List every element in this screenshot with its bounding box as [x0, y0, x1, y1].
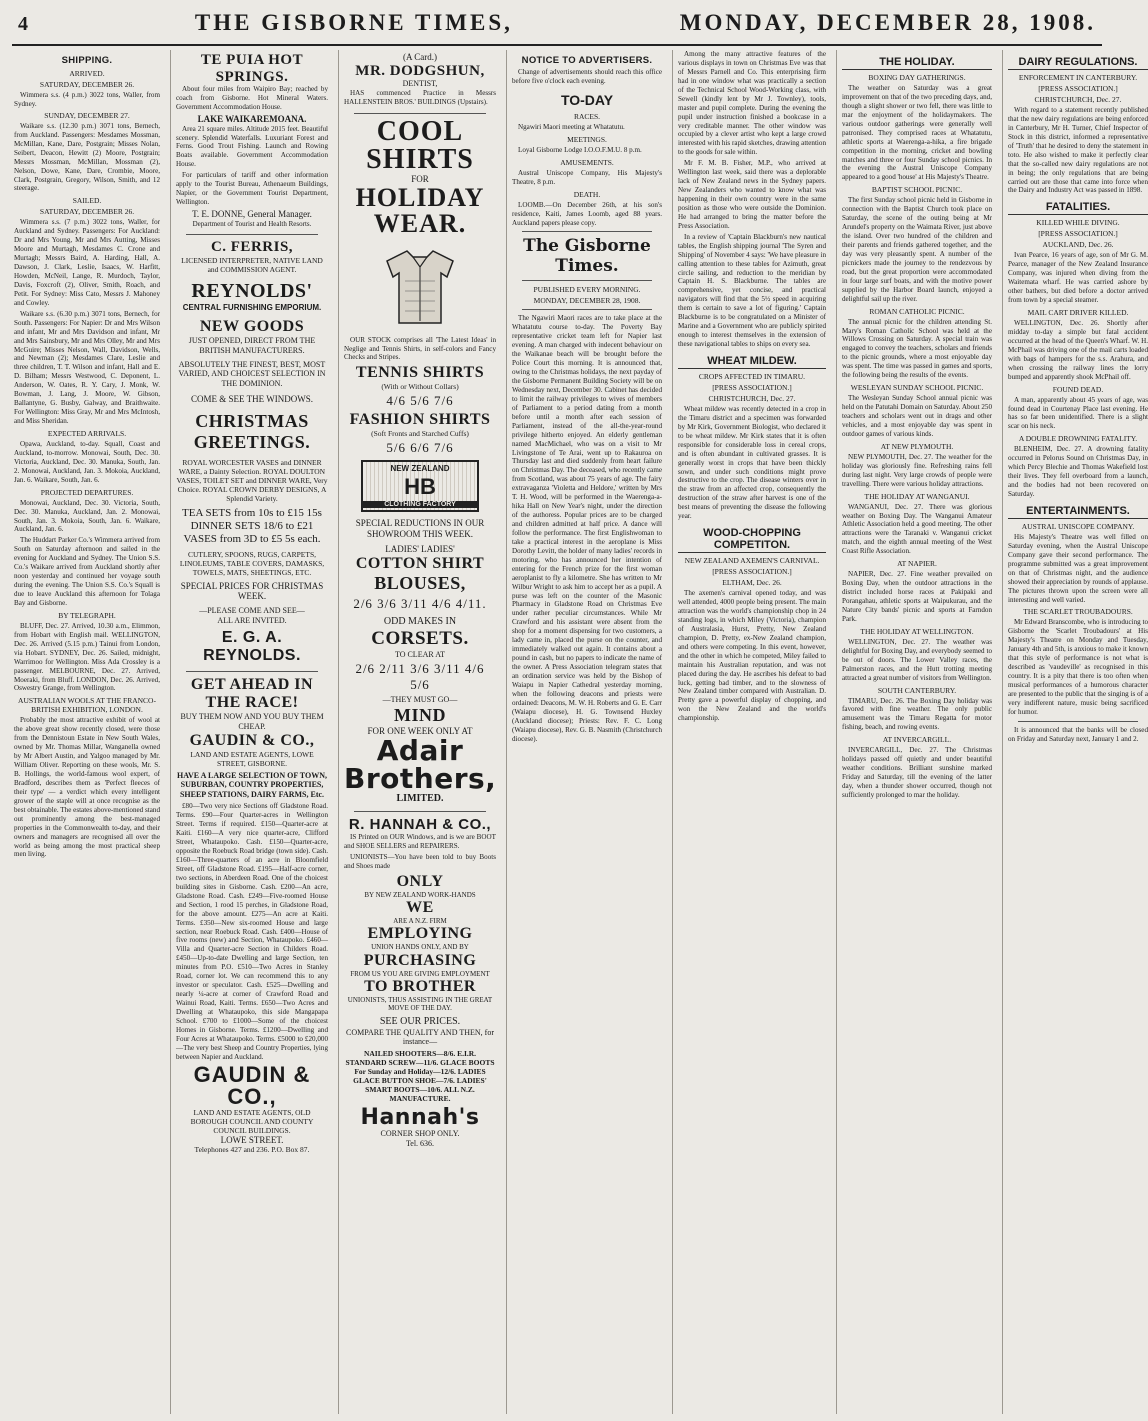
scarlet-text: Mr Edward Branscombe, who is introducing to Gisborne the 'Scarlet Troubadours' at His Majesty's Theatre on Monday and Tuesday, January 4th and 5th, is anxious to make it known that this style of performance is not what is described as 'vaudeville' as recognised in this country. It is a pity that there is too often when musical performances of a humorous character are presented to the public that the singing is of a very indifferent nature, music being sacrificed for humor. [1008, 618, 1148, 716]
wood-text: The axemen's carnival opened today, and was well attended, 4000 people being present. The main attraction was the world's championship chop in 24 standing logs, in which Miley (Victoria), champion of Australasia, Hurst, Pretty, New Zealand champion, D. Pretty, ex-New Zealand champion, and others were competing. In this event, however, and the other in which he competed, Miley failed to maintain his Australian reputation, and was not placed during the day. He ascribes his defeat to bad luck, getting bad timber, and to the slowness of New Zealand timber compared with Australian. D. Pretty gave a powerful display of chopping, and won the New Zealand and the world's championship. [678, 589, 826, 723]
ferris-ad [176, 239, 328, 274]
hb-logo-bottom: CLOTHING FACTORY [363, 501, 477, 508]
mind-title: MIND [394, 704, 446, 725]
wanganui-text: WANGANUI, Dec. 27. There was glorious weather on Boxing Day. The Wanganui Amateur Athletic Association held a good meeting. The other attractions were the Taranaki v. Wanganui cricket match, and the eighth annual meeting of the West Coast Rifle Association. [842, 502, 992, 556]
wesleyan-text: The Wesleyan Sunday School annual picnic was held on the Patutahi Domain on Saturday. About 250 teachers and scholars went out in drags and other vehicles, and a most enjoyable day was spent in outdoor games of various kinds. [842, 394, 992, 438]
special-reductions: SPECIAL REDUCTIONS IN OUR SHOWROOM THIS WEEK. [355, 518, 485, 540]
editorial-date: MONDAY, DECEMBER 28, 1908. [533, 296, 641, 306]
wheat-heading: WHEAT MILDEW. [678, 355, 826, 369]
wheat-press: [PRESS ASSOCIATION.] [712, 382, 792, 392]
wesleyan-heading: WESLEYAN SUNDAY SCHOOL PICNIC. [850, 383, 984, 393]
sailed-date: SATURDAY, DECEMBER 26. [39, 207, 135, 217]
boot-list: NAILED SHOOTERS—8/6. E.I.R. STANDARD SCREW—11/6. GLACE BOOTS For Sunday and Holiday—12/6. LADIES GLACE BUTTON SHOE—7/6. LADIES' SMART BOOTS—10/6. ALL N.Z. MANUFACTURE. [345, 1049, 495, 1104]
expected-text: Opawa, Auckland, to-day. Squall, Coast and Auckland, to-morrow. Monowai, South, Dec. 30. Victoria, Auckland, Dec. 30. Manuka, South, Jan. 2. Monowai, Auckland, Jan. 3. Mokoia, Auckland, Jan. 6. Waikare, South, Jan. 6. [14, 439, 160, 484]
one-week-only: FOR ONE WEEK ONLY AT [367, 725, 473, 736]
wood-press: [PRESS ASSOCIATION.] [712, 567, 792, 577]
divider [354, 113, 486, 114]
hannah-title: R. HANNAH & CO., [348, 815, 492, 833]
notice-heading: NOTICE TO ADVERTISERS. [521, 55, 653, 66]
employment-text: FROM US YOU ARE GIVING EMPLOYMENT [350, 969, 490, 978]
divider [186, 671, 318, 672]
races-text: Ngawiri Maori meeting at Whatatutu. [518, 122, 625, 131]
wools-heading: AUSTRALIAN WOOLS AT THE FRANCO-BRITISH EXHIBITION, LONDON. [18, 696, 156, 715]
for-label: FOR [411, 173, 429, 184]
drowning-text: BLENHEIM, Dec. 27. A drowning fatality occurred in Pelorus Sound on Christmas Day, in which Percy Blechie and Thomas Wakefield lost their lives. They fell overboard from a launch, and the bodies had not been recovered on Saturday. [1008, 445, 1148, 498]
greetings-title: GREETINGS. [193, 432, 311, 453]
column-advertisements-1 [170, 50, 328, 1414]
mail-cart-heading: MAIL CART DRIVER KILLED. [1027, 308, 1129, 317]
divider [522, 280, 652, 281]
catholic-text: The annual picnic for the children attending St. Mary's Roman Catholic School was held at the Willows Crossing on Saturday. A special train was engaged to convey the teachers, scholars and friends to the picnic grounds, where a most enjoyable day was spent. The time was passed in games and sports, the following being the results of the events. [842, 317, 992, 380]
hb-clothing-logo [361, 460, 479, 512]
only-title: ONLY [396, 872, 444, 890]
must-go: —THEY MUST GO— [382, 695, 458, 705]
dairy-subheading: ENFORCEMENT IN CANTERBURY. [1018, 73, 1138, 82]
cutlery-text: CUTLERY, SPOONS, RUGS, CARPETS, LINOLEUMS, TABLE COVERS, DAMASKS, TOWELS, MATS, SHEETINGS, ETC. [179, 549, 325, 577]
divider [1018, 721, 1138, 722]
sailed-text: Wimmera s.s. (7 p.m.) 3022 tons, Waller, for Auckland and Sydney. Passengers: For Auckland: Dr and Mrs Young, Mr and Mrs Autting, Misses Moore and Murtagh, Mesdames C. Crone and Murtagh; Messrs Baird, A. Harding, Hall, A. Dawson, J. Clark, Leslie, Isaacs, W. Harfitt, Howden, McNeil, Lange, R. Murdoch, Taylor, Davis, Foxcroft (2), Oliver, Smith, Roach, and Petit. For Sydney: Miss Cato, Messrs J. Mahoney and Cowley. [14, 218, 160, 307]
hannah-ad [344, 816, 496, 1148]
dairy-heading: DAIRY REGULATIONS. [1008, 56, 1148, 70]
lowe-street: LOWE STREET. [220, 1134, 284, 1145]
cotton-title: COTTON SHIRT [355, 554, 485, 572]
dairy-place: CHRISTCHURCH, Dec. 27. [1034, 95, 1122, 104]
invercargill-text: INVERCARGILL, Dec. 27. The Christmas holidays passed off quietly and under beautiful weather conditions. Brilliant sunshine marked Friday and Saturday, till the evening of the latter day, when a thunder shower occurred, though not sufficiently prolonged to mar the holiday. [842, 746, 992, 799]
odd-makes: ODD MAKES IN [383, 615, 457, 627]
waikaremoana-text: Area 21 square miles. Altitude 2015 feet. Beautiful scenery. Splendid Waterfalls. Luxuriant Forest and Ferns. Good Trout Fishing. Launch and Rowing Boats available. Government Accommodation House. [176, 124, 328, 169]
fatalities-heading: FATALITIES. [1008, 201, 1148, 215]
captain-text: In a review of 'Captain Blackburn's new nautical tables, the English shipping journal 'The Syren and Shipping' of November 4 says: 'We have pleasure in calling attention to these tables for Azimuth, great circle sailing, and reduction to the meridian by Captain H. S. Blackburne. The tables are comprehensive, yet concise, and practical navigators will find that the 5½ speed in acquiring them is certain to save a lot of figuring.' Captain Blackburne is to be congratulated on a Minister of Marine and a Government who are publicly spirited enough to interest themselves in the extension of these navigational tables to ships on every sea. [678, 232, 826, 348]
stock-text: OUR STOCK comprises all 'The Latest Ideas' in Neglige and Tennis Shirts, in self-colors and Fancy Checks and Stripes. [344, 335, 496, 362]
hannahs-title: Hannah's [360, 1105, 480, 1131]
today-heading: TO-DAY [560, 91, 614, 108]
purchasing-title: PURCHASING [363, 951, 477, 969]
column-holiday [836, 50, 992, 1414]
projected-heading: PROJECTED DEPARTURES. [40, 487, 134, 497]
union-hands: UNION HANDS ONLY, AND BY [371, 943, 469, 952]
napier-heading: AT NAPIER. [897, 559, 937, 569]
unionists-text: UNIONISTS—You have been told to buy Boots and Shoes made [344, 852, 496, 870]
dodgshun-subtitle: DENTIST, [402, 79, 438, 89]
waikaremoana-title: LAKE WAIKAREMOANA. [197, 113, 307, 124]
gaudin-title-bottom: GAUDIN & CO., [193, 1061, 311, 1109]
baptist-heading: BAPTIST SCHOOL PICNIC. [871, 185, 963, 195]
telegraph-text: BLUFF, Dec. 27. Arrived, 10.30 a.m., Elimmon, from Hobart with English mail. WELLINGTON, Dec. 26. Arrived (5.15 p.m.) Tainui from London, via Hobart. SYDNEY, Dec. 26. Sailed, midnight, Warrimoo for Wellington. Miss Ada Crossley is a passenger. MELBOURNE, Dec. 27. Arrived, Moeraki, from Bluff. LONDON, Dec. 26. Arrived, Oswestry Grange, from Wellington. [14, 621, 160, 693]
adair-ad [344, 518, 496, 804]
card-label: (A Card.) [403, 52, 437, 62]
expected-heading: EXPECTED ARRIVALS. [47, 428, 127, 438]
listing-text: £80—Two very nice Sections off Gladstone Road. Terms. £90—Four Quarter-acres in Wellington Street. Terms if required. £150—Quarter-acre at Kaiti. £160—A very nice quarter-acre, Clifford Street, Whataupoko. Cash. £150—Quarter-acre, opposite the Roebuck Road bridge (town side). Cash. £160—Three-quarters of an acre in Bloomfield Street, off Gladstone Road. £195—Half-acre corner, two sections, in Aberdeen Road. One of the choicest building sites in Gisborne. Cash. £200—An acre, Gladstone Road. Cash. £249—Five-roomed House and Section, 1 rood 15 perches, in Gladstone Road, for the above amount. £275—An acre at Kaiti. Terms. £350—New six-roomed House and large section, near Roebuck Road. Cash. £400—House of five rooms (new) and Section, Whataupoko. £460—Villa and Quarter-acre Section in Childers Road. £450—Up-to-date Dwelling and large Section, ten minutes from P.O. £510—Two Acres in Stanley Road, corner lot. We can recommend this to any investor or speculator. Cash. £525—Dwelling and nearly ¼-acre at corner of Crawford Road and Wainui Road, Kaiti. Terms. £650—Two Acres and Dwelling at Whataupoko, this side Mangapapa School. £700 to £1000—Some of the choicest Homes in Gisborne. Terms. £1200—Dwelling and Four Acres at Whataupoko. Terms. £5000 to £20,000—The very best Sheep and Country Properties, lying between Napier and Auckland. [176, 802, 328, 1061]
dairy-text: With regard to a statement recently published that the new dairy regulations are being enforced in Canterbury, Mr H. Turner, Chief Inspector of Stock in this district, informed a representative of 'Truth' that he desired to deny the statement in toto. He also wished to make it perfectly clear that the so-called new dairy regulations are not in being; the only regulations that are being carried out are those that came into force when the Dairy and Industry Act was passed in 1898. [1008, 106, 1148, 195]
uniscope-heading: AUSTRAL UNISCOPE COMPANY. [1021, 521, 1135, 531]
published-label: PUBLISHED EVERY MORNING. [533, 285, 641, 295]
death-text: LOOMB.—On December 26th, at his son's residence, Kaiti, James Loomb, aged 88 years. Auckland papers please copy. [512, 200, 662, 227]
new-goods-text: JUST OPENED, DIRECT FROM THE BRITISH MANUFACTURERS. [188, 336, 316, 355]
reynolds-name: E. G. A. REYNOLDS. [203, 629, 301, 665]
new-plymouth-text: NEW PLYMOUTH, Dec. 27. The weather for the holiday was gloriously fine. Refreshing rains fell during last night. Very large crowds of people were travelling. There were various holiday attractions. [842, 452, 992, 488]
invercargill-heading: AT INVERCARGILL. [882, 735, 952, 745]
fatalities-place: AUCKLAND, Dec. 26. [1042, 240, 1114, 250]
nz-firm: ARE A N.Z. FIRM [393, 916, 447, 925]
hannah-telephone: Tel. 636. [405, 1138, 435, 1148]
reynolds-title: REYNOLDS' [191, 279, 313, 302]
notice-text: Change of advertisements should reach this office before five o'clock each evening. [512, 68, 662, 85]
reynolds-subtitle: CENTRAL FURNISHING EMPORIUM. [182, 302, 322, 312]
blouses-title: BLOUSES, [374, 572, 466, 593]
issue-date: MONDAY, DECEMBER 28, 1908. [679, 10, 1096, 35]
unionists-assist: UNIONISTS, THUS ASSISTING IN THE GREAT MOVE OF THE DAY. [347, 996, 493, 1013]
hb-logo-top: NEW ZEALAND [390, 464, 450, 474]
cool-title: COOL [376, 115, 464, 147]
wheat-text: Wheat mildew was recently detected in a crop in the Timaru district and a specimen was forwarded by Mr Kirk, Government Biologist, who declared it to be wheat mildew. Mr Kirk states that it is often responsible for considerable loss in cereal crops, and is often abundant in cultivated grasses. It is generally worst in crops that have been thickly sown, and under such conditions might prove destructive to the crop. The disease winters over in the straw from an affected crop, consequently the destruction of the straw after harvest is one of the best means of preventing the disease the following year. [678, 404, 826, 521]
arrived-heading: ARRIVED. [69, 69, 105, 78]
waikare-sailed-text: Waikare s.s. (6.30 p.m.) 3071 tons, Bernech, for South. Passengers: For Napier: Dr and Mrs Wilson and infant, Mr and Mrs Davidson and infant, Mr and Mrs Sainsbury, Mr and Mrs Olley, Mr and Mrs McGuire; Misses Nelson, Wall, Davidson, Wells, and Newman (2); Mesdames Clare, Leslie and three children, T. T. Wilson and infant, Hall and E. D. Bilham; Messrs Westwood, C. Deponent, L. Anderson, W. Oates, R. Y. Cary, J. Monk, W. Bowman, J. Lang, J. Moore, W. Gibson, Ballantyne, G. Busby, Galway, and Braithwaite. For Wellington: Miss Gray, Mr and Mrs McIntosh, and Miss Sheridan. [14, 309, 160, 425]
gaudin-telephone: Telephones 427 and 236. P.O. Box 87. [194, 1145, 310, 1155]
wheat-subheading: CROPS AFFECTED IN TIMARU. [698, 371, 806, 381]
tourist-text: For particulars of tariff and other information apply to the Tourist Bureau, Athenaeum Buildings, Napier, or the Government Tourist Department, Wellington. [176, 171, 328, 207]
corner-shop: CORNER SHOP ONLY. [380, 1129, 460, 1139]
divider [354, 811, 486, 812]
baptist-text: The first Sunday school picnic held in Gisborne in connection with the Baptist Church took place on Saturday, the scene of the outing being at Mr Arundel's property on the Waimata River, just above the island. Over two hundred of the children and their parents and friends gathered together, and the day was very pleasantly spent. A number of the picnickers made the journey to the rendezvous by road, but the great proportion were accommodated in four large surf boats, and with the motive power supplied by the Harbor Board launch, enjoyed a delightful sail up the river. [842, 196, 992, 303]
shipping-news-text: The Huddart Parker Co.'s Wimmera arrived from South on Saturday afternoon and sailed in the evening for Auckland and Sydney. The Union S.S. Co.'s Waikare arrived from Auckland shortly after noon yesterday and continued her voyage south during the evening. The Union S.S. Co.'s Squall is due to leave Auckland this afternoon for Tolaga Bay and Gisborne. [14, 536, 160, 607]
all-invited: ALL ARE INVITED. [217, 615, 287, 625]
fatalities-text: Ivan Pearce, 16 years of age, son of Mr G. M. Pearce, manager of the New Zealand Insurance Company, was injured when diving from the Waitemata wharf. He was carried ashore by other bathers, but died before a doctor arrived from town by a special steamer. [1008, 251, 1148, 305]
telegraph-heading: BY TELEGRAPH. [58, 610, 116, 620]
ferris-title: C. FERRIS, [210, 239, 294, 256]
finest-text: ABSOLUTELY THE FINEST, BEST, MOST VARIED, AND CHOICEST SELECTION IN THE DOMINION. [178, 359, 326, 388]
holiday-title: HOLIDAY [355, 182, 485, 212]
te-puia-title-2: SPRINGS. [215, 68, 289, 85]
death-heading: DEATH. [573, 189, 601, 199]
gisborne-times-nameplate: The Gisborne Times. [523, 236, 651, 277]
vases-price: VASES from 3D to £5 5s each. [183, 533, 321, 546]
royal-text: ROYAL WORCESTER VASES and DINNER WARE, a Dainty Selection. ROYAL DOULTON VASES, TOILET SET and DINNER WARE, Very Choice. ROYAL CROWN DERBY DESIGNS, A Splendid Variety. [176, 458, 328, 504]
shirts-title: SHIRTS [366, 143, 474, 175]
wellington-heading: THE HOLIDAY AT WELLINGTON. [860, 626, 974, 636]
entertainments-heading: ENTERTAINMENTS. [1008, 505, 1148, 519]
see-prices: SEE OUR PRICES. [379, 1015, 461, 1027]
divider [522, 309, 652, 310]
nz-workhands: BY NEW ZEALAND WORK-HANDS [364, 890, 476, 899]
found-dead-heading: FOUND DEAD. [1052, 384, 1104, 394]
limited-label: LIMITED. [396, 792, 444, 804]
wellington-text: WELLINGTON, Dec. 27. The weather was delightful for Boxing Day, and everybody seemed to be out of doors. The Lower Valley races, the Palmerston races, and the Hutt trotting meeting attracted a great number of visitors from Wellington. [842, 637, 992, 682]
special-prices: SPECIAL PRICES FOR CHRISTMAS WEEK. [180, 580, 324, 602]
editorial-text: The Ngawiri Maori races are to take place at the Whatatutu course to-day. The Poverty Bay representative cricket team left for Napier last evening. A man charged with indecent behaviour on the Waikanae beach will be brought before the Police Court this morning. It is announced that, owing to the Christmas holidays, the next payday of the Gisborne Permanent Building Society will be on Wednesday next, December 30. Cabinet has decided to limit the railway privileges to wives of members of Parliament to a period dating from a month before until a month after each session of Parliament, instead of the all-the-year-round privilege hitherto enjoyed. An elderly gentleman named MacMichael, who was on a visit to Mr Livingstone of Te Arai, went up to Rakauroa on Thursday last and died suddenly from heart failure on Christmas Day. The deceased, who recently came from Scotland, was about 75 years of age. The fairy extravaganza 'Violetta and Heldore,' written by Mrs T. H. Wood, will be performed in the Waerenga-a-hika Hall on New Year's night, under the direction of the authoress. Popular prices are to be charged and children admitted at half price. A dance will follow the performance. The first Englishwoman to take a practical interest in the aeroplane is Miss Dorothy Levitt, the holder of many ladies' records in motoring, who has announced her intention of entering for the French prize for the first woman aeroplanist to fly a kilometre. She has written to Mr Wilbur Wright to ask him to accept her as a pupil. A purse was left on the counter of the Masonic Pharmacy in Gladstone Road on Christmas Eve under rather peculiar circumstances. While Mr Crawford and his assistant were absent from the shop for a moment dispensing for two customers, a lady came in, placed the purse on the counter, and immediately walked out again. It contains about a pound in cash, but no papers to indicate the name of the owner. A Press Association telegram states that an ordination service was held by the Bishop of Waiapu in Napier Cathedral yesterday morning, when the following deacons and priests were ordained: Deacons, M. W. H. Roberts and G. E. Carr (Waiapu diocese), H. G. Townsend Huxley (Auckland diocese); Priests: Rev. F. C. Long (Waiapu diocese), Rev. G. B. Nasmith (Christchurch diocese). [512, 314, 662, 743]
ladies-label: LADIES' LADIES' [385, 543, 455, 554]
races-heading: RACES. [573, 111, 601, 121]
adair-title: Adair [376, 733, 464, 767]
column-advertisements-2 [338, 50, 496, 1414]
clear-at: TO CLEAR AT [394, 649, 446, 659]
te-puia-ad [176, 52, 328, 228]
amusements-heading: AMUSEMENTS. [560, 157, 614, 167]
corsets-title: CORSETS. [371, 627, 469, 649]
tennis-subtitle: (With or Without Collars) [381, 382, 459, 392]
shipping-heading: SHIPPING. [61, 55, 113, 66]
new-goods-title: NEW GOODS [199, 318, 305, 336]
column-shipping [14, 50, 160, 1414]
meetings-text: Loyal Gisborne Lodge I.O.O.F.M.U. 8 p.m. [518, 145, 642, 154]
uniscope-text: His Majesty's Theatre was well filled on Saturday evening, when the Austral Uniscope Company gave their second performance. The programme submitted was a great improvement on that of Christmas night, and the audience showed their appreciation by rounds of applause. The pictures thrown upon the screen were all interesting and well varied. [1008, 532, 1148, 604]
drowning-heading: A DOUBLE DROWNING FATALITY. [1018, 434, 1138, 444]
fatalities-press: [PRESS ASSOCIATION.] [1038, 229, 1118, 239]
compare-quality: COMPARE THE QUALITY AND THEN, for instance— [346, 1027, 494, 1047]
gaudin-text-bottom: LAND AND ESTATE AGENTS, OLD BOROUGH COUNCIL AND COUNTY COUNCIL BUILDINGS. [190, 1107, 314, 1135]
wheat-place: CHRISTCHURCH, Dec. 27. [708, 393, 796, 403]
sailed-heading: SAILED. [72, 196, 102, 206]
new-plymouth-heading: AT NEW PLYMOUTH. [880, 441, 954, 451]
arrived-date: SATURDAY, DECEMBER 26. [39, 80, 135, 89]
catholic-heading: ROMAN CATHOLIC PICNIC. [869, 306, 965, 316]
fisher-text: Mr F. M. B. Fisher, M.P., who arrived at Wellington last week, said there was a deplorable lack of New Zealand news in the Sydney papers. New Zealanders who wanted to know what was happening in their own country were in the same position as those who were outside the Dominion. He had arranged to bring the matter before the Press Association. [678, 159, 826, 230]
holiday-text: The weather on Saturday was a great improvement on that of the two preceding days, and, though a slight shower or two fell, there was little to mar the enjoyment of the holidaymakers. The various outdoor gatherings were generally well patronised. They comprised races at Whatatutu, athletic sports at Waerenga-a-hika, a fire brigade competition in the morning, cricket and bowling matches and three or four Sunday school picnics. In the evening the Austral Uniscope Company appeared to a good 'house' at His Majesty's Theatre. [842, 84, 992, 182]
we-title: WE [406, 898, 434, 916]
dinner-sets-price: DINNER SETS 18/6 to £21 [190, 520, 314, 533]
dairy-press: [PRESS ASSOCIATION.] [1038, 84, 1118, 93]
wood-heading: WOOD-CHOPPING COMPETITON. [678, 527, 826, 553]
employing-title: EMPLOYING [367, 925, 473, 943]
dodgshun-ad [344, 52, 496, 107]
page-number: 4 [18, 13, 28, 35]
fashion-subtitle: (Soft Fronts and Starched Cuffs) [371, 429, 469, 439]
department-name: Department of Tourist and Health Resorts. [192, 219, 312, 228]
gaudin-text: LAND AND ESTATE AGENTS, LOWE STREET, GISBORNE. [190, 749, 314, 768]
reynolds-ad [176, 280, 328, 666]
windows-text: COME & SEE THE WINDOWS. [191, 394, 313, 405]
te-puia-title: TE PUIA HOT [200, 52, 304, 68]
columns [12, 46, 1148, 1414]
donne-name: T. E. DONNE, General Manager. [192, 209, 312, 220]
sunday-text: Waikare s.s. (12.30 p.m.) 3071 tons, Bernech, from Auckland. Passengers: Mesdames Mossman, McMillan, Kane, Dare, Postgrain; Misses Nolan, Seibert, Deacon, Hewitt (2) Moore, Postgrain; Messrs Mossman, McMillan, Mossman (2), Nelson, Dowe, Kane, Dare, Crombie, Moore, Clark, Postgrain, Gregory, Wilson, Smith, and 12 steerage. [14, 121, 160, 193]
please-come: —PLEASE COME AND SEE— [199, 606, 305, 616]
wools-text: Probably the most attractive exhibit of wool at the above great show recently closed, were those from the Dennistoun Estate in New South Wales, owned by Mr. Thomas Millar, Wanganella owned by Mr Albert Austin, and Yalgoo managed by Mr. William Oliver. Reporting on these wools, Mr. S. B. Hollings, the world-famous wool expert, of Bradford, describes them as 'Perfect fleeces of their type' — a verdict which every intelligent grower of the staple will at once recognise as the best obtainable. The estates above-mentioned stand out prominently among the best-managed properties in the Commonwealth to-day, and their owners and managers are recognised all over the world as being among the most practical sheep men living. [14, 716, 160, 859]
race-title: GET AHEAD IN THE RACE! [190, 676, 314, 712]
canterbury-text: TIMARU, Dec. 26. The Boxing Day holiday was favored with fine weather. The only public amusement was the Timaru Regatta for motor fishing, beach, and rowing events. [842, 696, 992, 732]
amusements-text: Austral Uniscope Company, His Majesty's Theatre, 8 p.m. [512, 168, 662, 186]
hb-logo-mid: HB [404, 474, 436, 500]
masthead [12, 10, 1102, 46]
arrived-text: Wimmera s.s. (4 p.m.) 3022 tons, Waller, from Sydney. [14, 91, 160, 108]
column-news [672, 50, 826, 1414]
brothers-title: Brothers, [344, 761, 497, 795]
large-selection: HAVE A LARGE SELECTION OF TOWN, SUBURBAN, COUNTRY PROPERTIES, SHEEP STATIONS, DAIRY FARMS, Etc. [177, 770, 327, 799]
brother-title: TO BROTHER [364, 978, 476, 996]
fashion-title: FASHION SHIRTS [349, 411, 491, 429]
corset-prices: 2/6 2/11 3/6 3/11 4/6 5/6 [355, 661, 485, 693]
buy-text: BUY THEM NOW AND YOU BUY THEM CHEAP. [180, 712, 324, 732]
displays-text: Among the many attractive features of the various displays in town on Christmas Eve was that of Messrs Parnell and Co. This enterprising firm had in one window what was practically a section of the Technical School Wood-Working class, with Sewell (kindly lent by Mr J. Townley), tools, master and pupil complete. During the evening the pupil under instruction finished a bookcase in a very creditable manner. The other window was occupied by a clever artist who kept a large crowd interested with his rapid sketches, drawing attention to the goods for sale within. [678, 50, 826, 157]
wood-subheading: NEW ZEALAND AXEMEN'S CARNIVAL. [684, 556, 820, 566]
holiday-subheading: BOXING DAY GATHERINGS. [868, 73, 966, 82]
fatalities-subheading: KILLED WHILE DIVING. [1036, 218, 1120, 228]
sunday-date: SUNDAY, DECEMBER 27. [44, 110, 130, 120]
blouse-prices: 2/6 3/6 3/11 4/6 4/11. [353, 595, 487, 611]
tennis-title: TENNIS SHIRTS [355, 364, 485, 382]
holiday-heading: THE HOLIDAY. [842, 56, 992, 70]
gaudin-ad [176, 676, 328, 1154]
projected-text: Monowai, Auckland, Dec. 30. Victoria, South, Dec. 30. Manuka, Auckland, Jan. 2. Monowai, South, Jan. 3. Mokoia, South, Jan. 6. Waikare, Auckland, Jan. 6. [14, 498, 160, 534]
shirt-illustration [377, 243, 463, 327]
canterbury-heading: SOUTH CANTERBURY. [877, 685, 957, 695]
dodgshun-title: MR. DODGSHUN, [355, 62, 485, 79]
shirts-ad [344, 115, 496, 513]
mail-cart-text: WELLINGTON, Dec. 26. Shortly after midday to-day a simple but fatal accident occurred at the head of the Queen's Wharf. W. H. McPhail was driving one of the mail carts loaded with bags of hampers for the s.s. Arahura, and when crossing the railway lines the lorry bumped and apparently shook McPhail off. [1008, 319, 1148, 381]
ferris-text: LICENSED INTERPRETER, NATIVE LAND and COMMISSION AGENT. [181, 255, 323, 274]
wanganui-heading: THE HOLIDAY AT WANGANUI. [864, 491, 970, 501]
te-puia-text: About four miles from Waipiro Bay; reached by coach from Gisborne. Hot Mineral Waters. Government Accommodation House. [176, 85, 328, 111]
napier-text: NAPIER, Dec. 27. Fine weather prevailed on Boxing Day, when the outdoor attractions in the district included horse races at Pakipaki and Porangahau, athletic sports at Waipukurau, and the Nature City bands' picnic and sports at Farndon Park. [842, 570, 992, 623]
divider [186, 234, 318, 235]
meetings-heading: MEETINGS. [567, 134, 607, 144]
tea-sets-price: TEA SETS from 10s to £15 15s [182, 507, 322, 520]
christmas-title: CHRISTMAS [195, 411, 309, 432]
wood-place: ELTHAM, Dec. 26. [722, 578, 782, 588]
banks-text: It is announced that the banks will be closed on Friday and Saturday next, January 1 and 2. [1008, 725, 1148, 743]
wear-title: WEAR. [373, 208, 467, 238]
newspaper-title: THE GISBORNE TIMES, [194, 10, 513, 35]
found-dead-text: A man, apparently about 45 years of age, was found dead in Courtenay Place last evening. He has so far been unidentified. There is a slight scar on his neck. [1008, 395, 1148, 431]
gaudin-title: GAUDIN & CO., [189, 731, 315, 749]
fashion-prices: 5/6 6/6 7/6 [386, 440, 454, 456]
scarlet-heading: THE SCARLET TROUBADOURS. [1023, 607, 1133, 617]
column-regulations [1002, 50, 1148, 1414]
dodgshun-text: HAS commenced Practice in Messrs HALLENSTEIN BROS.' BUILDINGS (Upstairs). [344, 88, 496, 106]
tennis-prices: 4/6 5/6 7/6 [386, 393, 454, 409]
divider [522, 231, 652, 232]
hannah-text: IS Printed on OUR Windows, and is we are BOOT and SHOE SELLERS and REPAIRERS. [344, 832, 496, 850]
column-notices [506, 50, 662, 1414]
